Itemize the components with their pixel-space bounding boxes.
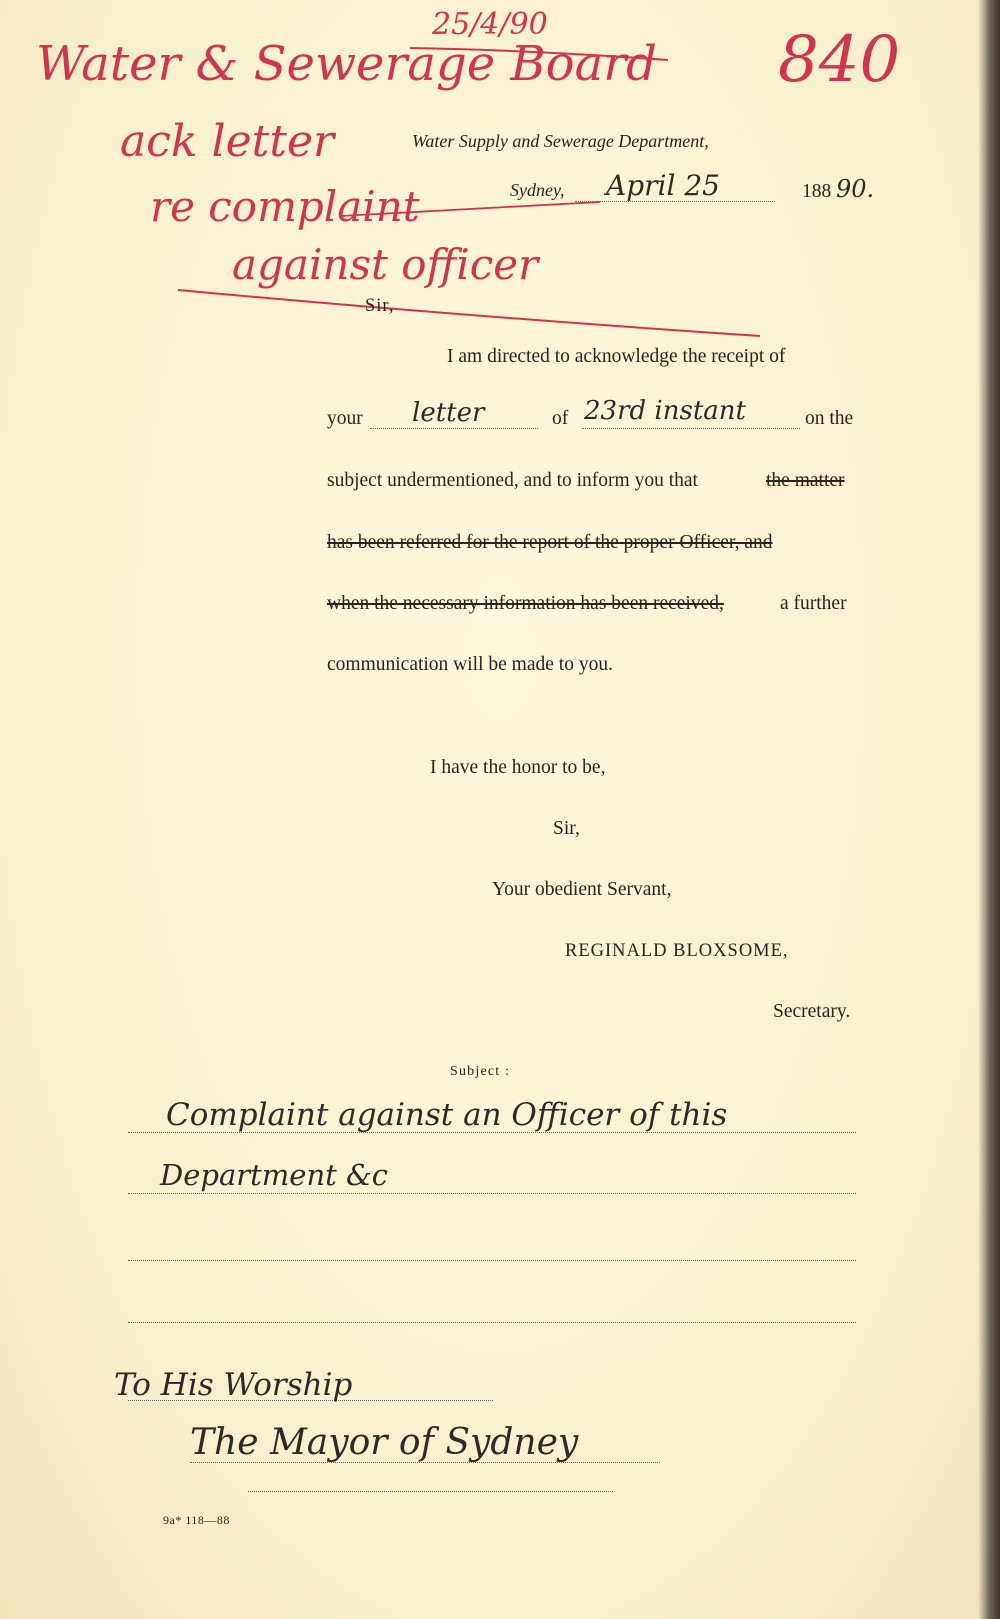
body-on-the: on the <box>805 408 854 429</box>
addressee-line-1: To His Worship <box>114 1367 353 1403</box>
printer-imprint: 9a* 118—88 <box>163 1513 230 1527</box>
subject-dotted-line-3 <box>128 1260 856 1261</box>
body-your: your <box>327 408 363 429</box>
body-line-1: I am directed to acknowledge the receipt of <box>447 346 786 367</box>
closing-honor: I have the honor to be, <box>430 757 606 778</box>
body-line-5-struck: when the necessary information has been received, <box>327 593 724 614</box>
annotation-note-line2: re complaint <box>150 182 420 231</box>
subject-dotted-line-4 <box>128 1322 856 1323</box>
date-ref-dotted-line <box>582 428 800 429</box>
subject-dotted-line-2 <box>128 1193 856 1194</box>
date-ref-handwritten: 23rd instant <box>584 396 746 426</box>
body-of: of <box>552 408 569 429</box>
subject-line-2: Department &c <box>160 1158 389 1192</box>
department-heading: Water Supply and Sewerage Department, <box>412 131 709 151</box>
salutation: Sir, <box>365 296 395 316</box>
paper-edge <box>978 0 1000 1619</box>
closing-servant: Your obedient Servant, <box>492 879 672 900</box>
body-line-3: subject undermentioned, and to inform you that <box>327 470 698 491</box>
closing-sir: Sir, <box>553 818 580 839</box>
annotation-date-stamp: 25/4/90 <box>432 7 548 42</box>
body-line-3-struck: the matter <box>766 470 845 491</box>
subject-line-1: Complaint against an Officer of this <box>166 1097 728 1133</box>
letter-type-handwritten: letter <box>412 398 485 428</box>
letter-type-dotted-line <box>370 428 538 429</box>
subject-label: Subject : <box>450 1064 511 1079</box>
annotation-board: Water & Sewerage Board <box>36 36 657 92</box>
annotation-number: 840 <box>778 23 901 97</box>
addressee-dotted-line-3 <box>248 1491 613 1492</box>
annotation-note-line3: against officer <box>232 240 539 289</box>
annotation-note-line1: ack letter <box>120 116 335 167</box>
date-dotted-line <box>575 201 775 202</box>
body-line-6: communication will be made to you. <box>327 654 613 675</box>
letter-year-handwritten: 90. <box>836 175 875 203</box>
addressee-line-2: The Mayor of Sydney <box>190 1422 579 1463</box>
letter-year-printed: 188 <box>802 181 832 202</box>
body-line-5: a further <box>780 593 847 614</box>
signatory-name: REGINALD BLOXSOME, <box>565 941 789 961</box>
letter-date-handwritten: April 25 <box>606 169 720 202</box>
body-line-4-struck: has been referred for the report of the proper Officer, and <box>327 532 773 553</box>
signatory-title: Secretary. <box>773 1001 851 1022</box>
letter-city: Sydney, <box>510 180 565 200</box>
